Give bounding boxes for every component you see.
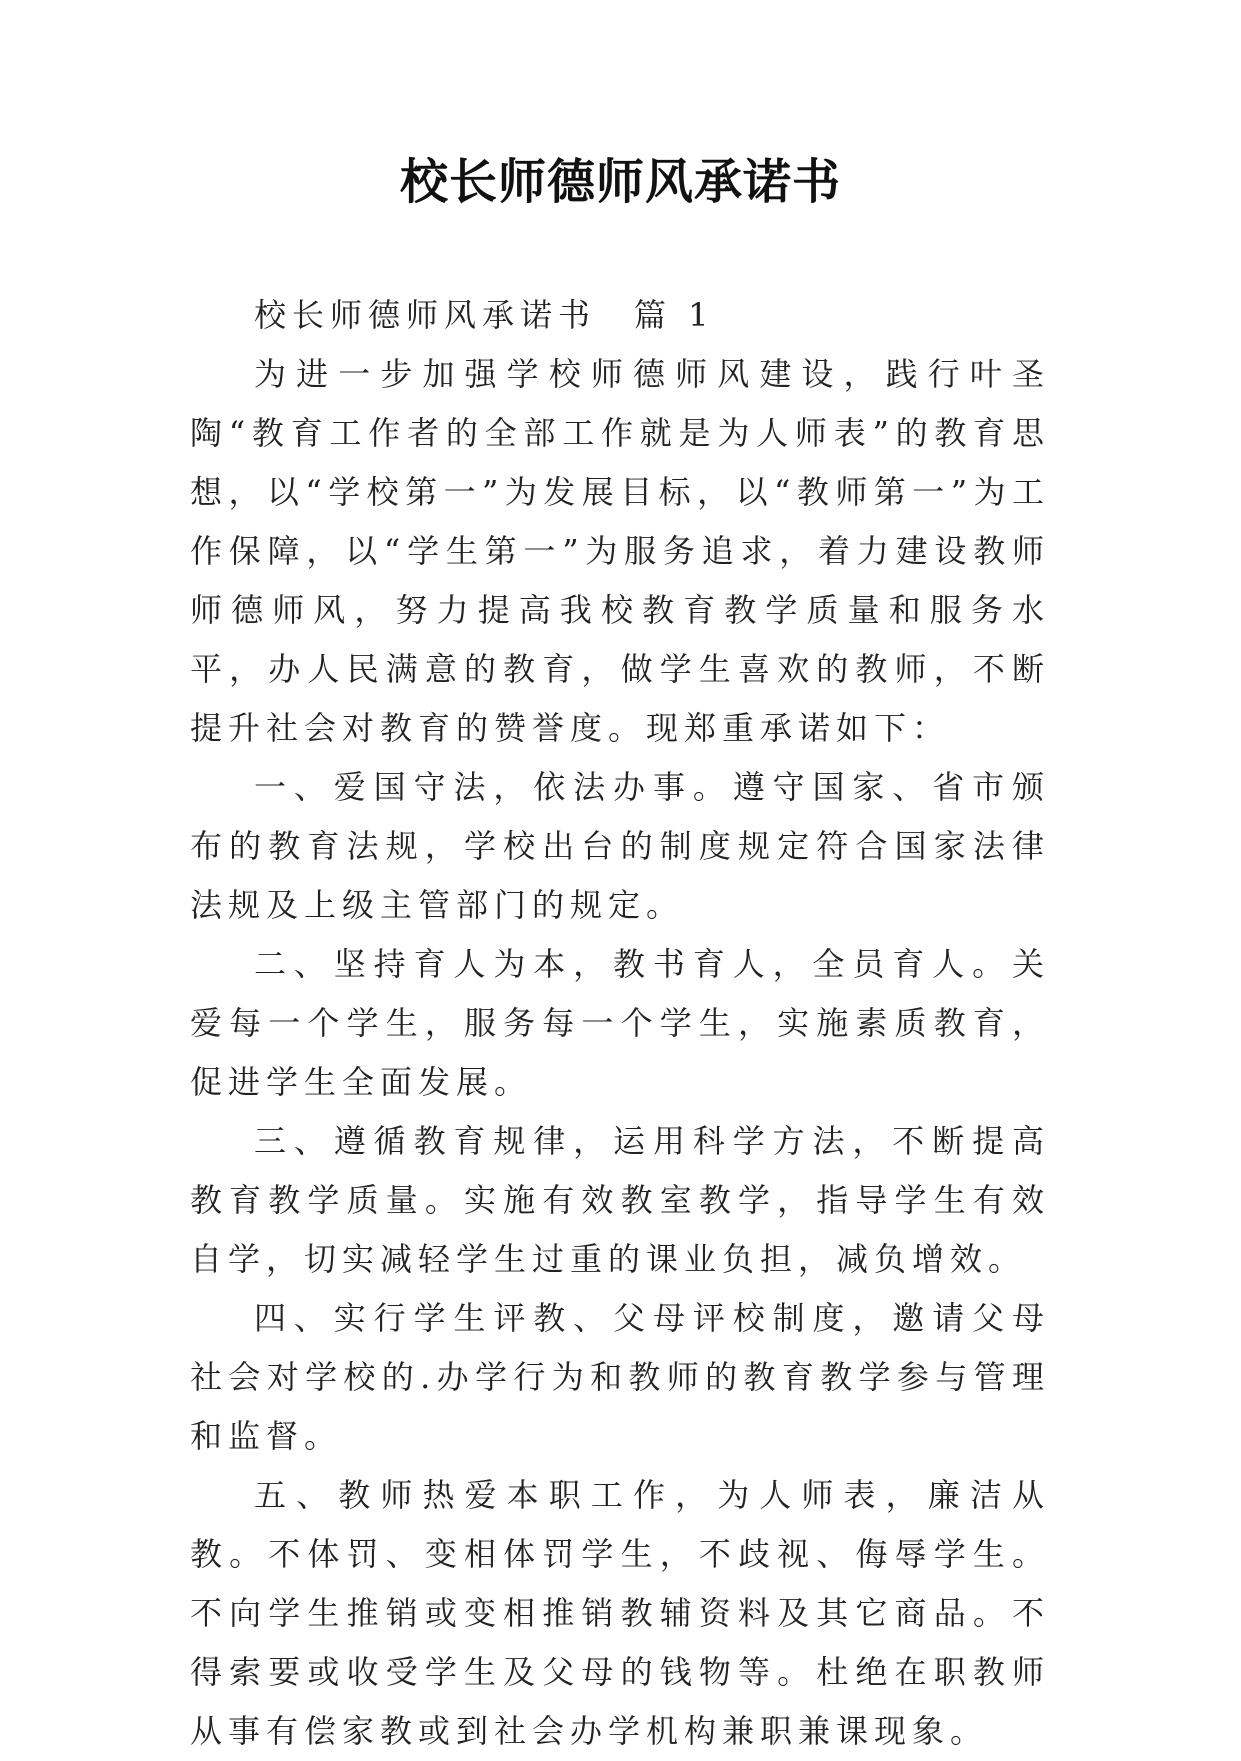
intro-paragraph: 为进一步加强学校师德师风建设，践行叶圣陶“教育工作者的全部工作就是为人师表”的教育思想，以“学校第一”为发展目标，以“教师第一”为工作保障，以“学生第一”为服务追求，着力建设教师师德师风，努力提高我校教育教学质量和服务水平，办人民满意的教育，做学生喜欢的教师，不断提升社会对教育的赞誉度。现郑重承诺如下： xyxy=(190,355,1050,747)
document-title: 校长师德师风承诺书 xyxy=(399,154,841,210)
commitment-paragraph-2: 二、坚持育人为本，教书育人，全员育人。关爱每一个学生，服务每一个学生，实施素质教育，促进学生全面发展。 xyxy=(190,945,1050,1101)
commitment-paragraph-4: 四、实行学生评教、父母评校制度，邀请父母社会对学校的.办学行为和教师的教育教学参与管理和监督。 xyxy=(190,1299,1050,1455)
section-heading: 校长师德师风承诺书 篇 1 xyxy=(254,296,715,334)
commitment-paragraph-3: 三、遵循教育规律，运用科学方法，不断提高教育教学质量。实施有效教室教学，指导学生有效自学，切实减轻学生过重的课业负担，减负增效。 xyxy=(190,1122,1050,1278)
commitment-paragraph-1: 一、爱国守法，依法办事。遵守国家、省市颁布的教育法规，学校出台的制度规定符合国家法律法规及上级主管部门的规定。 xyxy=(190,768,1050,924)
document-body xyxy=(190,286,1050,1761)
commitment-paragraph-5: 五、教师热爱本职工作，为人师表，廉洁从教。不体罚、变相体罚学生，不歧视、侮辱学生。不向学生推销或变相推销教辅资料及其它商品。不得索要或收受学生及父母的钱物等。杜绝在职教师从事有偿家教或到社会办学机构兼职兼课现象。 xyxy=(190,1476,1050,1750)
